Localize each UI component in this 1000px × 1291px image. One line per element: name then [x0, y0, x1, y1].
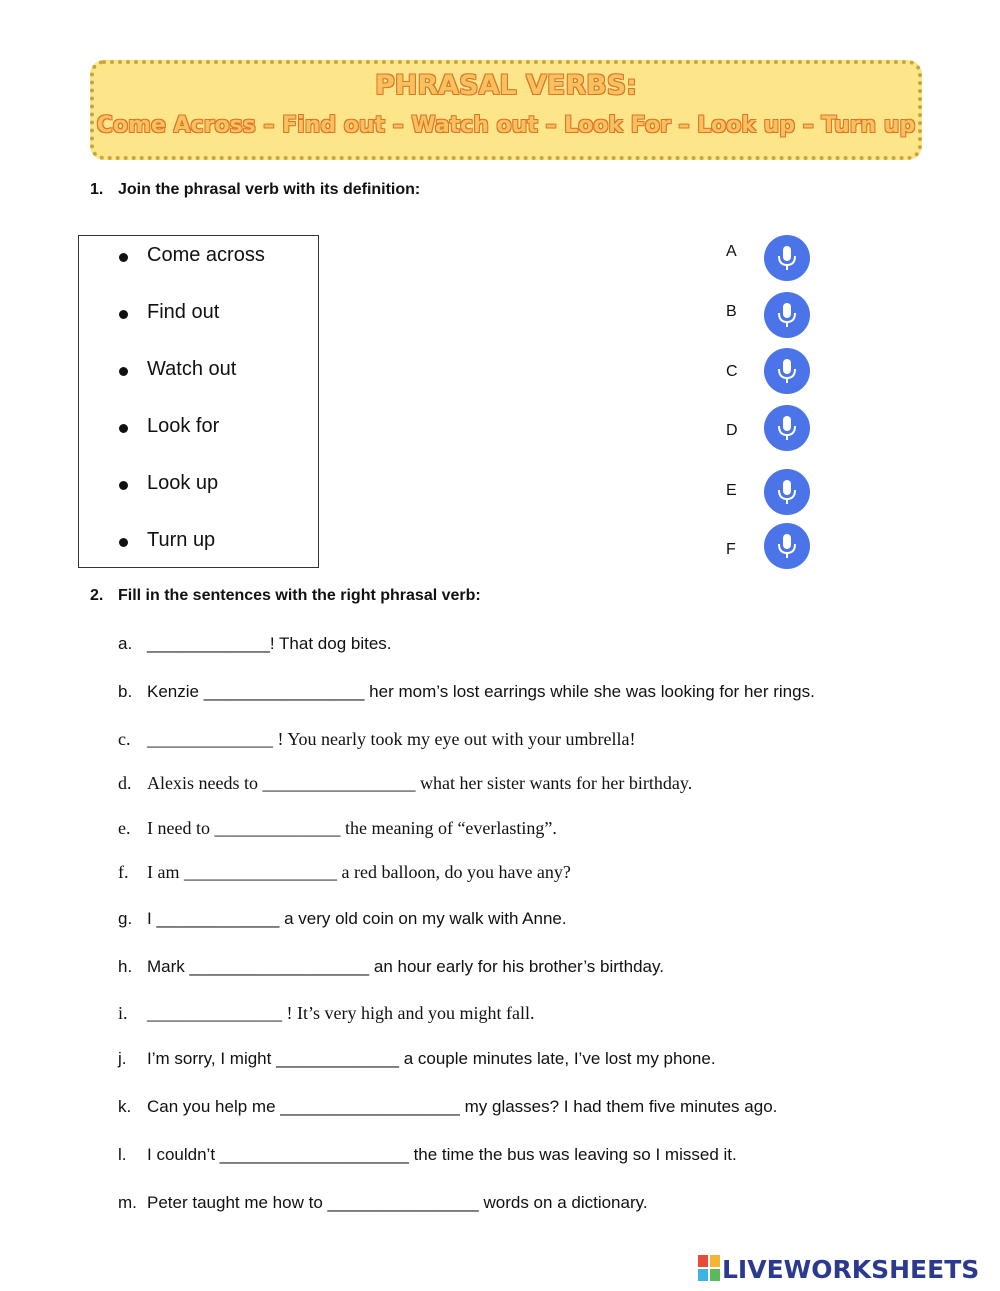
microphone-button-e[interactable]	[764, 469, 810, 515]
liveworksheets-logo-icon	[698, 1255, 720, 1281]
microphone-icon	[775, 415, 799, 441]
section-2-heading-text: Fill in the sentences with the right phrasal verb:	[118, 587, 481, 604]
definition-letter-b: B	[726, 303, 737, 320]
definition-letter-e: E	[726, 482, 737, 499]
sentence-a: a. _____________! That dog bites.	[118, 634, 392, 653]
verb-item: Find out	[119, 301, 219, 324]
microphone-icon	[775, 302, 799, 328]
sentence-e: e. I need to ______________ the meaning of “everlasting”.	[118, 818, 557, 838]
bullet-icon	[119, 367, 128, 376]
definition-letter-f: F	[726, 541, 736, 558]
verb-item: Come across	[119, 244, 265, 267]
section-1-number: 1.	[90, 181, 104, 198]
microphone-button-a[interactable]	[764, 235, 810, 281]
microphone-button-d[interactable]	[764, 405, 810, 451]
sentence-f: f. I am _________________ a red balloon, do you have any?	[118, 862, 571, 882]
bullet-icon	[119, 538, 128, 547]
microphone-button-c[interactable]	[764, 348, 810, 394]
microphone-icon	[775, 245, 799, 271]
liveworksheets-logo[interactable]	[698, 1255, 979, 1285]
sentence-j: j. I’m sorry, I might _____________ a couple minutes late, I’ve lost my phone.	[118, 1049, 716, 1068]
liveworksheets-logo-text: LIVEWORKSHEETS	[722, 1255, 980, 1284]
sentence-d: d. Alexis needs to _________________ what her sister wants for her birthday.	[118, 773, 693, 793]
definition-letter-d: D	[726, 422, 738, 439]
microphone-icon	[775, 358, 799, 384]
worksheet-subtitle: Come Across – Find out – Watch out – Look For – Look up – Turn up	[96, 113, 916, 138]
section-2-number: 2.	[90, 587, 104, 604]
sentence-h: h. Mark ___________________ an hour early for his brother’s birthday.	[118, 957, 664, 976]
microphone-icon	[775, 533, 799, 559]
bullet-icon	[119, 424, 128, 433]
bullet-icon	[119, 481, 128, 490]
section-2-heading	[90, 587, 481, 605]
worksheet-title: PHRASAL VERBS:	[375, 70, 637, 101]
title-banner	[90, 60, 922, 160]
bullet-icon	[119, 310, 128, 319]
sentence-k: k. Can you help me ___________________ my glasses? I had them five minutes ago.	[118, 1097, 778, 1116]
sentence-g: g. I _____________ a very old coin on my walk with Anne.	[118, 909, 567, 928]
verb-item: Look up	[119, 472, 218, 495]
section-1-heading	[90, 181, 420, 199]
sentence-l: l. I couldn’t ____________________ the time the bus was leaving so I missed it.	[118, 1145, 737, 1164]
microphone-button-b[interactable]	[764, 292, 810, 338]
definition-letter-a: A	[726, 243, 737, 260]
verb-list-box	[78, 235, 319, 568]
microphone-icon	[775, 479, 799, 505]
sentence-b: b. Kenzie _________________ her mom’s lost earrings while she was looking for her rings.	[118, 682, 815, 701]
bullet-icon	[119, 253, 128, 262]
sentence-m: m. Peter taught me how to ________________ words on a dictionary.	[118, 1193, 648, 1212]
definition-letter-c: C	[726, 363, 738, 380]
microphone-button-f[interactable]	[764, 523, 810, 569]
sentence-c: c. ______________ ! You nearly took my eye out with your umbrella!	[118, 729, 636, 749]
sentence-i: i. _______________ ! It’s very high and you might fall.	[118, 1003, 535, 1023]
verb-item: Turn up	[119, 529, 215, 552]
section-1-heading-text: Join the phrasal verb with its definition:	[118, 181, 421, 198]
verb-item: Watch out	[119, 358, 236, 381]
verb-item: Look for	[119, 415, 219, 438]
